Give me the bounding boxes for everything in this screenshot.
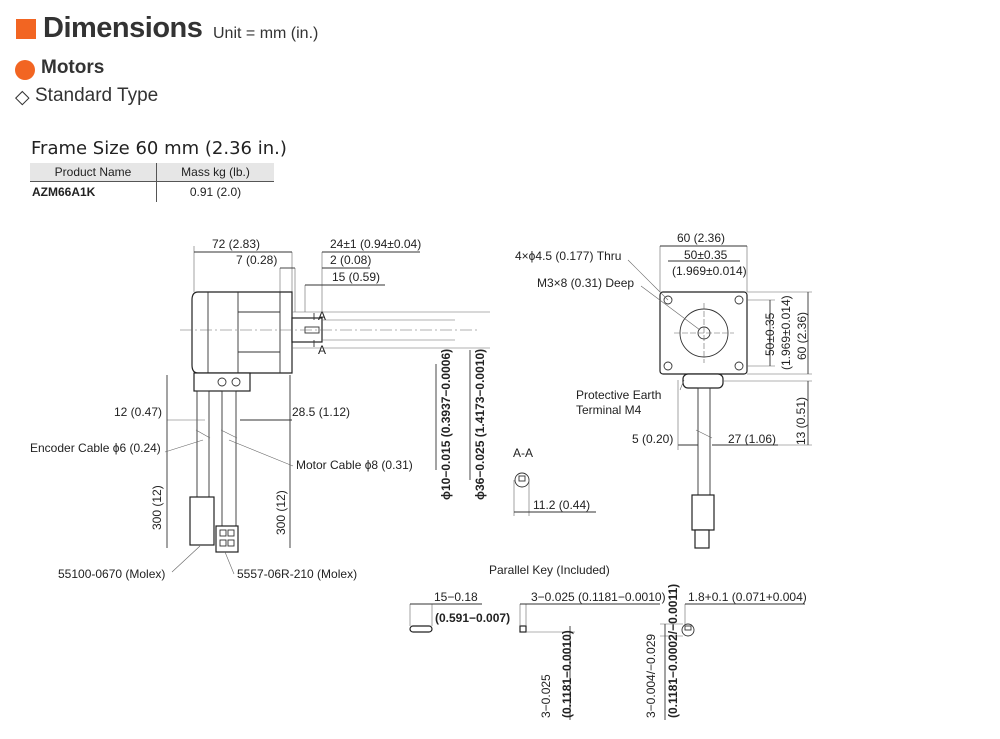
dim-key-len-inch: (0.591−0.007)	[435, 611, 511, 625]
motor-cable	[222, 391, 236, 526]
protective-earth-label-1: Protective Earth	[576, 388, 662, 402]
subcategory-label: Standard Type	[35, 85, 159, 106]
dim-earth-offset: 5 (0.20)	[632, 432, 674, 446]
dim-motor-position: 28.5 (1.12)	[292, 405, 351, 419]
motor-connector	[216, 526, 238, 552]
mount-holes-label: 4×ϕ4.5 (0.177) Thru	[515, 249, 622, 263]
dim-front-width: 60 (2.36)	[677, 231, 726, 245]
dim-encoder-cable-length: 300 (12)	[150, 485, 164, 530]
dim-pilot-diameter: ϕ36−0.025 (1.4173−0.0010)	[473, 348, 487, 500]
dim-bolt-pitch-inch: (1.969±0.014)	[672, 264, 747, 278]
front-connector-top	[692, 495, 714, 530]
encoder-connector-label: 55100-0670 (Molex)	[58, 567, 166, 581]
section-mark-bottom: A	[318, 343, 327, 357]
section-mark-top: A	[318, 309, 327, 323]
section-aa-label: A-A	[513, 446, 534, 460]
parallel-key	[410, 563, 807, 720]
dim-flange-gap: 2 (0.08)	[330, 253, 372, 267]
dim-cable-offset: 13 (0.51)	[794, 396, 808, 445]
diamond-icon: ◇	[15, 87, 30, 108]
key-length-view	[410, 626, 432, 632]
dim-key-slot-inch: (0.1181−0.0002/−0.0011)	[666, 583, 680, 718]
dim-bolt-pitch-vertical: 50±0.35	[763, 312, 777, 356]
dim-shaft-diameter: ϕ10−0.015 (0.3937−0.0006)	[439, 348, 453, 500]
dim-key-slot: 3−0.004/−0.029	[644, 633, 658, 718]
front-connector-bottom	[695, 530, 709, 548]
encoder-cable-label: Encoder Cable ϕ6 (0.24)	[30, 441, 161, 455]
dim-key-thickness: 3−0.025	[539, 674, 553, 718]
dim-bolt-pitch: 50±0.35	[684, 248, 728, 262]
column-header-product: Product Name	[30, 163, 157, 182]
front-cable-exit	[683, 374, 723, 388]
protective-earth-label-2: Terminal M4	[576, 403, 642, 417]
dim-key-length: 15 (0.59)	[332, 270, 381, 284]
tap-hole-label: M3×8 (0.31) Deep	[537, 276, 635, 290]
dim-key-thickness-inch: (0.1181−0.0010)	[560, 630, 574, 718]
dim-section-aa: 11.2 (0.44)	[533, 498, 591, 512]
parallel-key-title: Parallel Key (Included)	[489, 563, 610, 577]
dim-key-height: 1.8+0.1 (0.071+0.004)	[688, 590, 807, 604]
side-view	[30, 237, 490, 581]
dim-bolt-pitch-vertical-inch: (1.969±0.014)	[779, 295, 793, 370]
mass-cell: 0.91 (2.0)	[189, 185, 242, 199]
dim-cable-center: 27 (1.06)	[728, 432, 777, 446]
motor-body	[192, 292, 292, 373]
frame-size-title: Frame Size 60 mm (2.36 in.)	[31, 138, 287, 159]
page-title: Dimensions	[43, 12, 203, 44]
unit-note: Unit = mm (in.)	[213, 25, 319, 42]
section-aa	[513, 446, 596, 516]
dim-key-len: 15−0.18	[434, 590, 478, 604]
dim-motor-cable-length: 300 (12)	[274, 490, 288, 535]
key-end-view	[520, 626, 526, 632]
dim-flange: 7 (0.28)	[236, 253, 278, 267]
category-label: Motors	[41, 57, 105, 78]
motor-connector-label: 5557-06R-210 (Molex)	[237, 567, 358, 581]
column-header-mass: Mass kg (lb.)	[157, 163, 275, 182]
dim-key-width: 3−0.025 (0.1181−0.0010)	[531, 590, 666, 604]
dim-length: 72 (2.83)	[212, 237, 261, 251]
motor-cable-label: Motor Cable ϕ8 (0.31)	[296, 458, 413, 472]
section-aa-circle	[515, 473, 529, 487]
product-name-cell: AZM66A1K	[30, 182, 157, 203]
dim-shaft-length: 24±1 (0.94±0.04)	[330, 237, 422, 251]
encoder-connector	[190, 497, 214, 545]
cable-exit-block	[194, 373, 250, 391]
dim-encoder-position: 12 (0.47)	[114, 405, 163, 419]
dim-front-height: 60 (2.36)	[795, 311, 809, 360]
